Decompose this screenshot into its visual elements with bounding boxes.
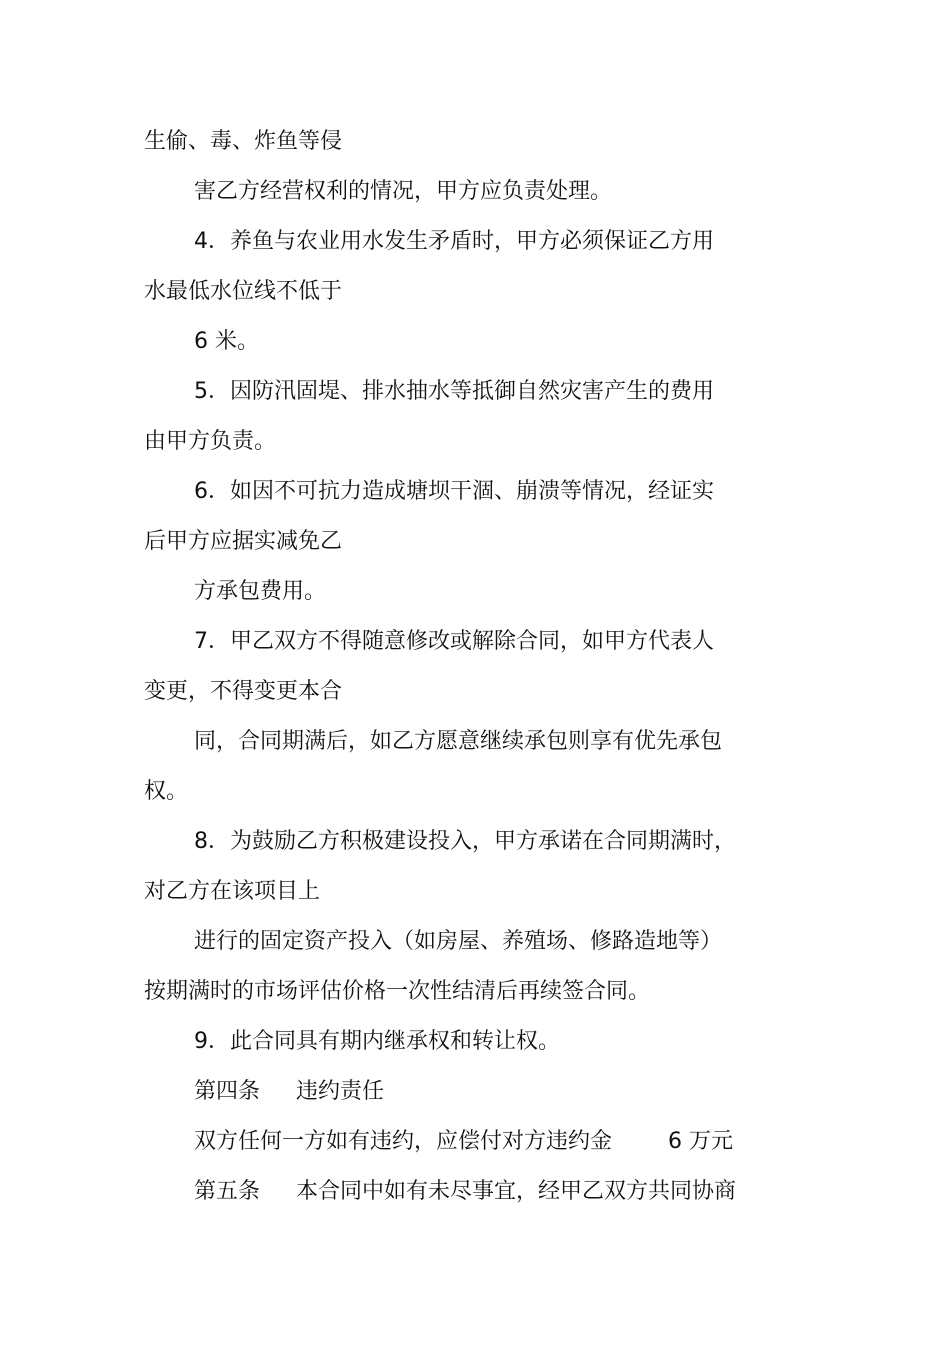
text-line: 水最低水位线不低于: [144, 279, 343, 304]
text-line: 害乙方经营权利的情况，甲方应负责处理。: [194, 179, 613, 204]
text-line: 由甲方负责。: [144, 429, 277, 454]
text-line: 按期满时的市场评估价格一次性结清后再续签合同。: [144, 979, 651, 1004]
article-5-line: [194, 1179, 736, 1205]
text-line: 4．养鱼与农业用水发生矛盾时，甲方必须保证乙方用: [194, 229, 714, 254]
text-line: 后甲方应据实减免乙: [144, 529, 343, 554]
penalty-amount: 6 万元: [668, 1129, 734, 1154]
article-4-heading: [194, 1079, 384, 1105]
text-line: 进行的固定资产投入（如房屋、养殖场、修路造地等）: [194, 929, 723, 954]
text-line: 生偷、毒、炸鱼等侵: [144, 129, 343, 154]
article-4-title: 违约责任: [296, 1079, 385, 1104]
text-line: 8．为鼓励乙方积极建设投入，甲方承诺在合同期满时，: [194, 829, 736, 854]
text-line: 对乙方在该项目上: [144, 879, 321, 904]
penalty-line: [194, 1129, 733, 1155]
article-5-label: 第五条: [194, 1179, 261, 1204]
text-line: 权。: [144, 779, 189, 804]
text-line: 同，合同期满后，如乙方愿意继续承包则享有优先承包: [194, 729, 723, 754]
text-line: 6 米。: [194, 329, 259, 354]
text-line: 方承包费用。: [194, 579, 327, 604]
text-line: 6．如因不可抗力造成塘坝干涸、崩溃等情况，经证实: [194, 479, 714, 504]
penalty-text: 双方任何一方如有违约，应偿付对方违约金: [194, 1129, 613, 1154]
text-line: 变更，不得变更本合: [144, 679, 343, 704]
text-line: 5．因防汛固堤、排水抽水等抵御自然灾害产生的费用: [194, 379, 714, 404]
article-4-label: 第四条: [194, 1079, 261, 1104]
article-5-text: 本合同中如有未尽事宜，经甲乙双方共同协商: [296, 1179, 737, 1204]
text-line: 9．此合同具有期内继承权和转让权。: [194, 1029, 560, 1054]
text-line: 7．甲乙双方不得随意修改或解除合同，如甲方代表人: [194, 629, 714, 654]
